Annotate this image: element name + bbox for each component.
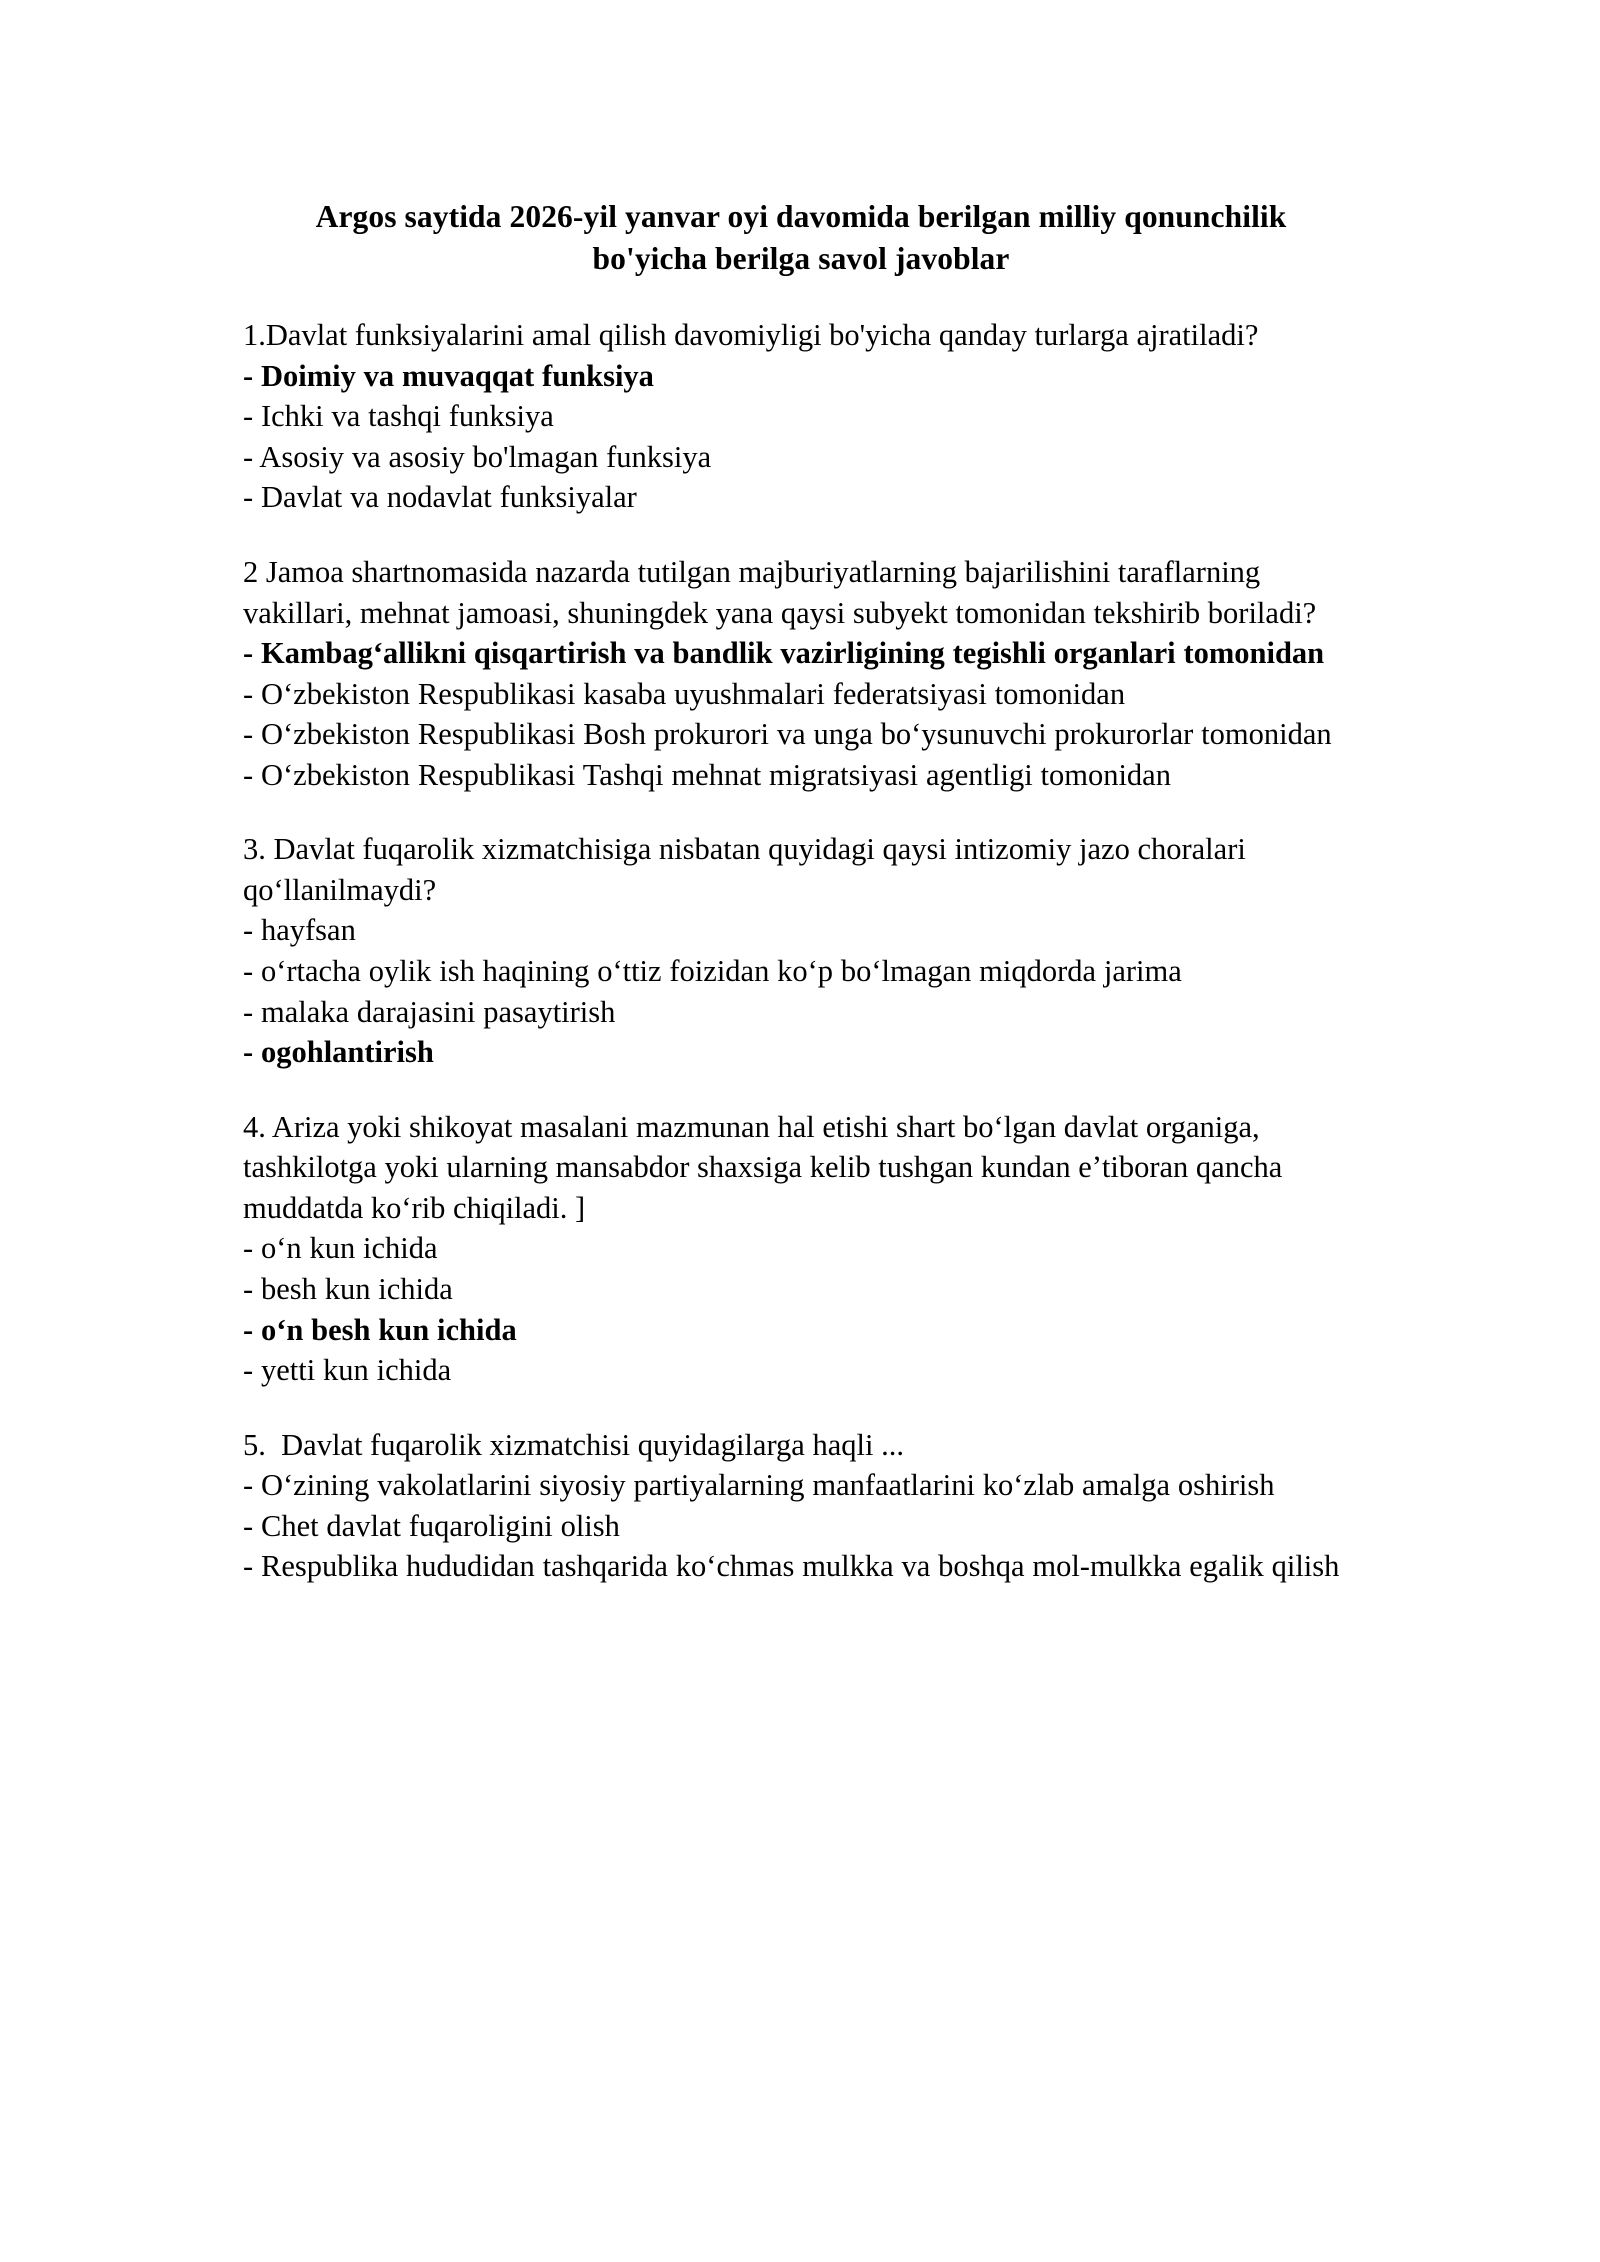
- question-prompt: 3. Davlat fuqarolik xizmatchisiga nisbatan quyidagi qaysi intizomiy jazo choralari qoʻllanilmaydi?: [243, 832, 1254, 907]
- answer-option[interactable]: - Oʻzbekiston Respublikasi kasaba uyushmalari federatsiyasi tomonidan: [243, 676, 1126, 711]
- answer-option[interactable]: - ogohlantirish: [243, 1035, 434, 1070]
- answer-option[interactable]: - Davlat va nodavlat funksiyalar: [243, 480, 637, 515]
- answer-option[interactable]: - Ichki va tashqi funksiya: [243, 399, 554, 434]
- question-block-3: [243, 829, 1358, 1072]
- answer-option[interactable]: - Respublika hududidan tashqarida koʻchmas mulkka va boshqa mol-mulkka egalik qilish: [243, 1549, 1340, 1584]
- answer-option[interactable]: - Kambagʻallikni qisqartirish va bandlik vazirligining tegishli organlari tomonidan: [243, 636, 1325, 671]
- answer-option[interactable]: - Oʻzbekiston Respublikasi Bosh prokurori va unga boʻysunuvchi prokurorlar tomonidan: [243, 717, 1332, 752]
- answer-option[interactable]: - yetti kun ichida: [243, 1353, 452, 1388]
- answer-option[interactable]: - malaka darajasini pasaytirish: [243, 994, 616, 1029]
- answer-option[interactable]: - Oʻzbekiston Respublikasi Tashqi mehnat migratsiyasi agentligi tomonidan: [243, 757, 1171, 792]
- question-block-5: [243, 1425, 1358, 1587]
- answer-option[interactable]: - hayfsan: [243, 913, 356, 948]
- page-title: Argos saytida 2026-yil yanvar oyi davomida berilgan milliy qonunchilik bo'yicha berilga savol javoblar: [315, 199, 1287, 276]
- question-prompt: 4. Ariza yoki shikoyat masalani mazmunan hal etishi shart boʻlgan davlat organiga, tashkilotga yoki ularning mansabdor shaxsiga kelib tushgan kundan eʼtiboran qancha muddatda koʻrib chiqiladi. ]: [243, 1109, 1290, 1225]
- answer-option[interactable]: - oʻrtacha oylik ish haqining oʻttiz foizidan koʻp boʻlmagan miqdorda jarima: [243, 954, 1182, 989]
- question-prompt: 2 Jamoa shartnomasida nazarda tutilgan majburiyatlarning bajarilishini taraflarning vakillari, mehnat jamoasi, shuningdek yana qaysi subyekt tomonidan tekshirib boriladi?: [243, 554, 1317, 630]
- document-body: [243, 0, 1358, 1587]
- question-block-4: [243, 1107, 1358, 1391]
- answer-option[interactable]: - Doimiy va muvaqqat funksiya: [243, 358, 654, 393]
- answer-option[interactable]: - besh kun ichida: [243, 1271, 453, 1306]
- answer-option[interactable]: - Oʻzining vakolatlarini siyosiy partiyalarning manfaatlarini koʻzlab amalga oshirish: [243, 1468, 1275, 1503]
- answer-option[interactable]: - oʻn kun ichida: [243, 1231, 438, 1266]
- question-prompt: 1.Davlat funksiyalarini amal qilish davomiyligi bo'yicha qanday turlarga ajratiladi?: [243, 318, 1259, 353]
- answer-option[interactable]: - Asosiy va asosiy bo'lmagan funksiya: [243, 439, 712, 474]
- question-block-1: [243, 315, 1358, 518]
- answer-option[interactable]: - Chet davlat fuqaroligini olish: [243, 1508, 620, 1543]
- answer-option[interactable]: - oʻn besh kun ichida: [243, 1312, 517, 1347]
- question-prompt: 5. Davlat fuqarolik xizmatchisi quyidagilarga haqli ...: [243, 1427, 904, 1462]
- question-block-2: [243, 552, 1358, 795]
